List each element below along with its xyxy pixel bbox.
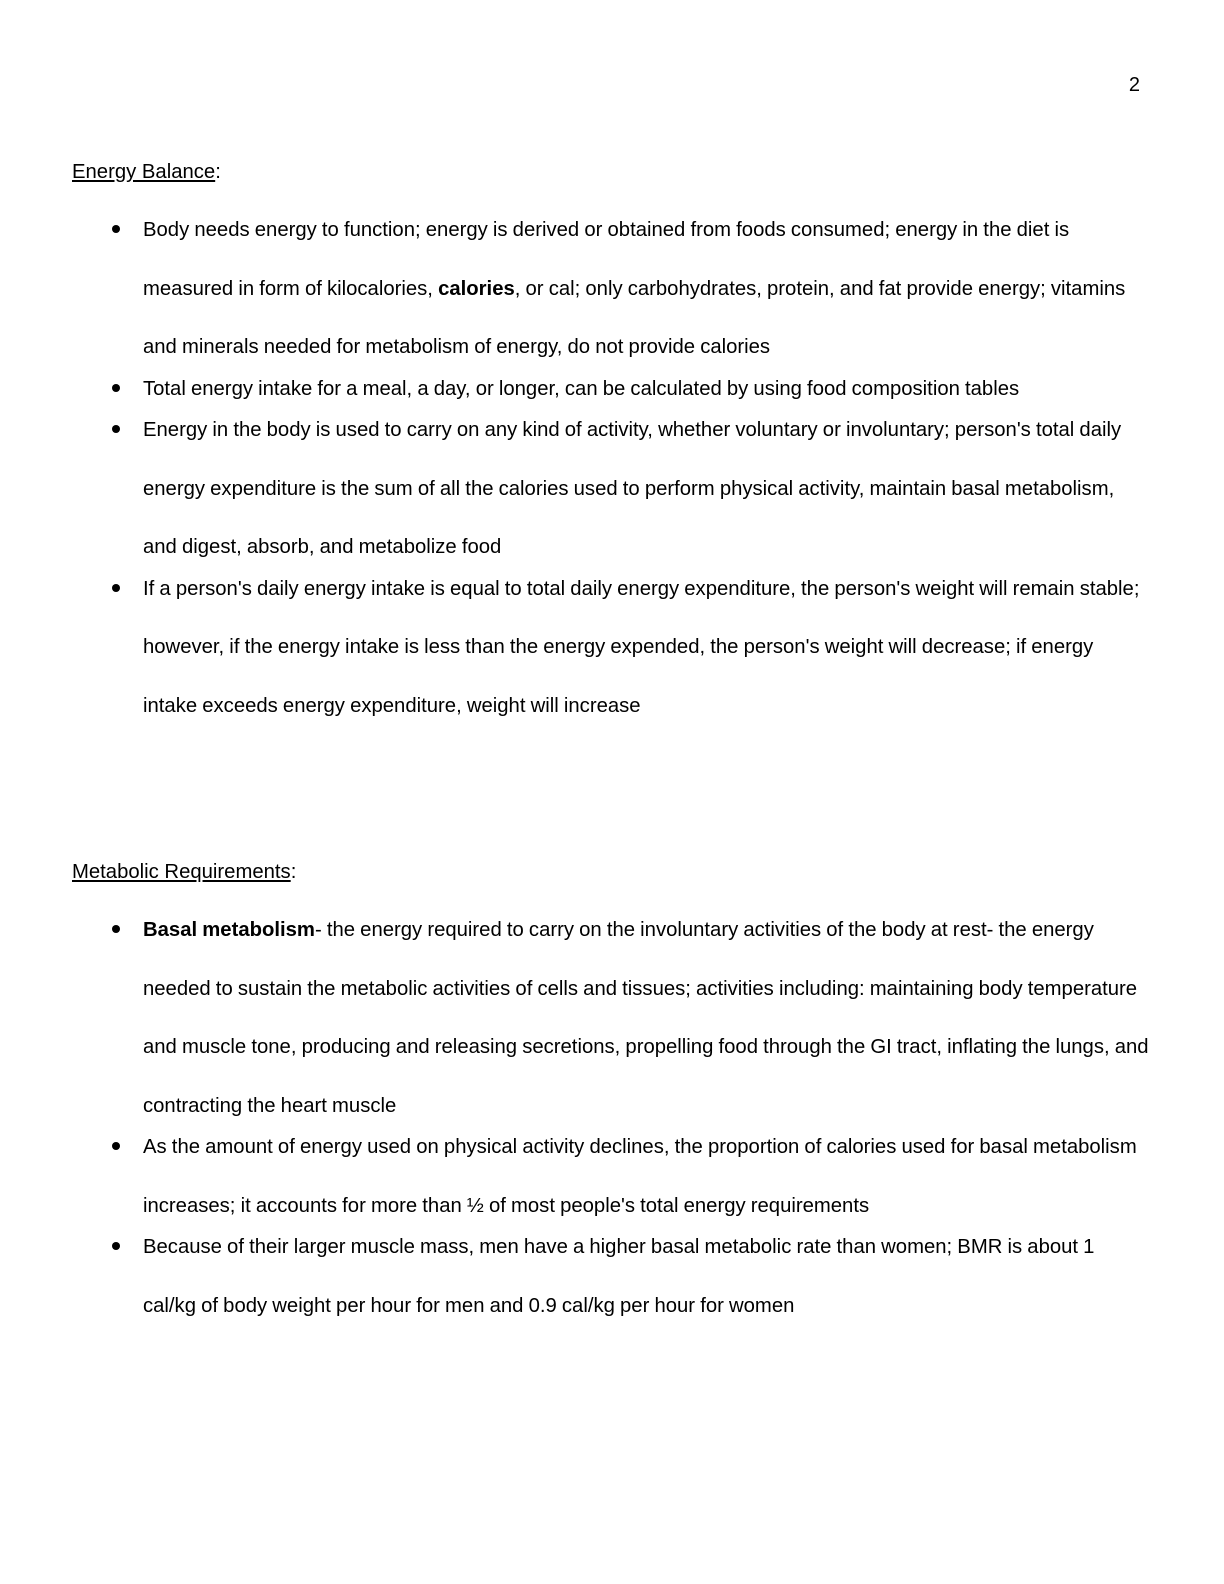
item-bold-term: Basal metabolism [143,919,315,941]
list-item [72,201,1152,377]
section-heading-text: Energy Balance [72,161,216,183]
list-item [72,560,1152,736]
bullet-icon [112,425,120,433]
item-text: As the amount of energy used on physical activity declines, the proportion of calories used for basal metabolism increases; it accounts for more than ½ of most people's total energy requirements [143,1136,1137,1217]
section-energy-balance [72,160,1152,735]
bullet-icon [112,1142,120,1150]
bullet-list [72,201,1152,735]
section-heading [72,160,1152,184]
section-heading [72,860,1152,884]
item-text: Body needs energy to function; energy is derived or obtained from foods consumed; energy in the diet is measured in form of kilocalories, [143,219,1070,300]
bullet-icon [112,925,120,933]
page-number: 2 [1128,74,1140,96]
list-item [72,901,1152,1135]
item-text: Total energy intake for a meal, a day, or longer, can be calculated by using food composition tables [143,377,1020,400]
item-text: Because of their larger muscle mass, men have a higher basal metabolic rate than women; BMR is about 1 cal/kg of body weight per hour for men and 0.9 cal/kg per hour for women [143,1236,1095,1317]
item-text: Energy in the body is used to carry on any kind of activity, whether voluntary or involuntary; person's total daily energy expenditure is the sum of all the calories used to perform physical activity, maintain basal metabolism, and digest, absorb, and metabolize food [143,419,1122,558]
bullet-icon [112,384,120,392]
section-heading-text: Metabolic Requirements [72,861,291,883]
bullet-icon [112,225,120,233]
item-text: If a person's daily energy intake is equal to total daily energy expenditure, the person's weight will remain stable; however, if the energy intake is less than the energy expended, the person's weight will decrease; if energy intake exceeds energy expenditure, weight will increase [143,577,1140,717]
item-text-post: , or cal; only carbohydrates, protein, and fat provide energy; vitamins and minerals needed for metabolism of energy, do not provide calories [143,277,1126,358]
item-bold-term: calories [438,277,515,300]
section-heading-colon: : [215,161,221,183]
bullet-list [72,901,1152,1335]
bullet-icon [112,1242,120,1250]
section-metabolic-requirements [72,860,1152,1335]
bullet-icon [112,584,120,592]
item-text-post: - the energy required to carry on the involuntary activities of the body at rest- the energy needed to sustain the metabolic activities of cells and tissues; activities including: maintaining body temperature and muscle tone, producing and releasing secretions, propelling food through the GI tract, inflating the lungs, and contracting the heart muscle [143,919,1149,1117]
list-item [72,1218,1152,1335]
list-item [72,401,1152,577]
section-heading-colon: : [290,861,297,883]
